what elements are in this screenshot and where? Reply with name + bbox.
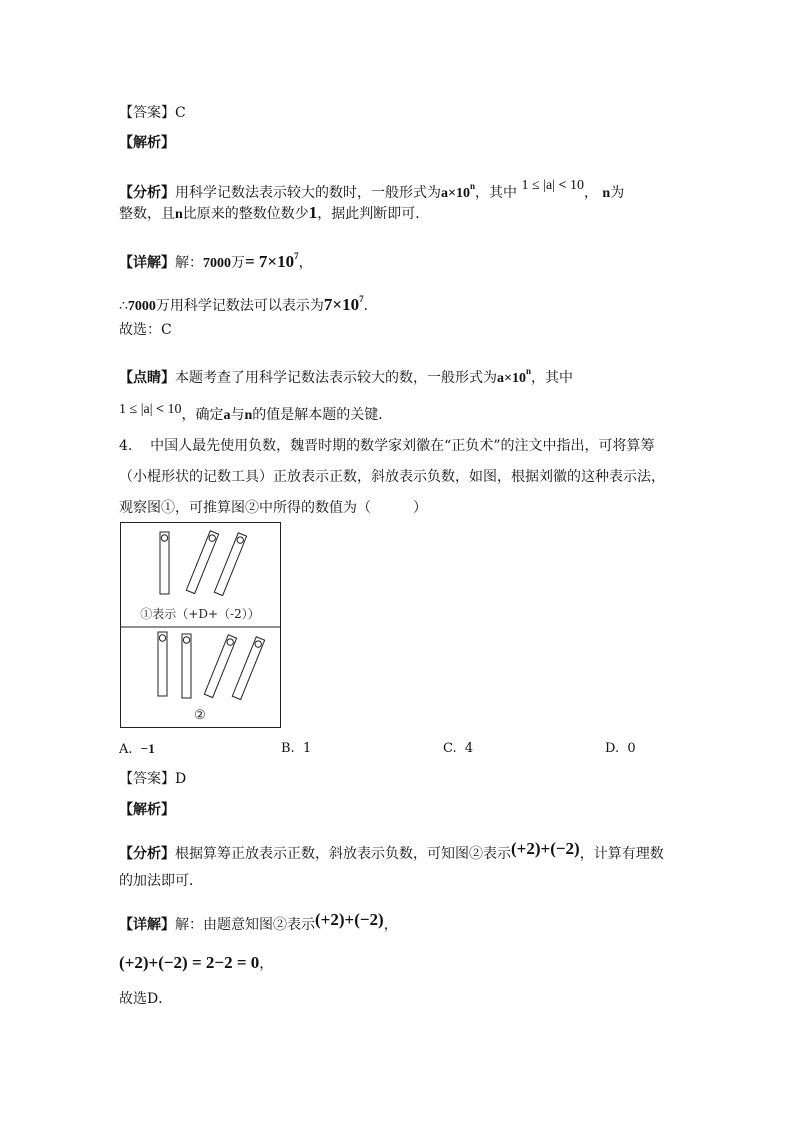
text: ，	[583, 185, 598, 201]
q3-fenxi-line2: 整数，且n比原来的整数位数少1，据此判断即可．	[119, 203, 430, 222]
option-b[interactable]: B. 1	[281, 741, 312, 756]
math-one: 1	[308, 203, 318, 222]
rod-upright	[182, 634, 191, 698]
text: ，其中	[475, 185, 517, 201]
option-d[interactable]: D. 0	[605, 741, 636, 756]
figure-caption-2: ②	[194, 708, 206, 723]
q3-dianjing-line2: 1 ≤ |a| < 10，确定a与n的值是解本题的关键．	[119, 402, 393, 423]
q4-answer: 【答案】D	[119, 771, 187, 787]
math-inequality: 1 ≤ |a| < 10	[521, 178, 584, 193]
rod-upright	[158, 632, 167, 696]
counting-rods-figure	[120, 522, 284, 730]
math-inequality: 1 ≤ |a| < 10	[119, 402, 182, 417]
math-form: $a\times 10^n$	[441, 181, 475, 201]
q4-analysis-heading: 【解析】	[119, 802, 175, 818]
q3-analysis-heading: 【解析】	[119, 135, 175, 151]
question-number: 4.	[119, 438, 133, 454]
figure-frame	[121, 523, 281, 728]
q4-xiangjie: 【详解】解：由题意知图②表示(+2)+(−2)，	[119, 910, 398, 933]
math-n: n	[175, 207, 183, 222]
option-c[interactable]: C. 4	[443, 741, 474, 756]
math-result: $7\times 10^7$	[323, 294, 364, 314]
rod-upright	[160, 532, 169, 594]
q4-choose: 故选D．	[119, 991, 173, 1007]
option-a[interactable]: A. −1	[119, 741, 155, 757]
q3-choose: 故选：C	[119, 322, 172, 338]
fenxi-tag: 【分析】	[119, 185, 175, 201]
q3-dianjing-line1: 【点睛】本题考查了用科学记数法表示较大的数，一般形式为$a\times 10^n$，其中	[119, 366, 573, 386]
q4-fenxi-line2: 的加法即可．	[119, 873, 203, 889]
q4-calculation: (+2)+(−2) = 2−2 = 0，	[119, 953, 274, 972]
math-form: $a\times 10^n$	[497, 366, 531, 386]
q3-xiangjie: 【详解】解：7000万= $7\times 10^7$，	[119, 251, 313, 271]
q4-stem-line1: 4. 中国人最先使用负数，魏晋时期的数学家刘徽在“正负术”的注文中指出，可将算筹	[119, 438, 655, 454]
q4-stem-line2: （小棍形状的记数工具）正放表示正数，斜放表示负数，如图，根据刘徽的这种表示法，	[119, 469, 665, 485]
q3-fenxi-line1	[119, 176, 624, 204]
figure-caption-1: ①表示（+D+（-2））	[140, 607, 260, 621]
q4-stem-line3: 观察图①，可推算图②中所得的数值为（ ）	[119, 500, 427, 516]
q3-therefore: ∴7000万用科学记数法可以表示为$7\times 10^7$．	[119, 294, 378, 314]
q3-answer: 【答案】C	[119, 105, 186, 121]
text: 为	[610, 185, 625, 201]
math-eq: = $7\times 10^7$	[245, 251, 299, 271]
math-n: n	[602, 186, 611, 201]
math-expression: (+2)+(−2)	[511, 839, 580, 858]
math-expression: (+2)+(−2)	[315, 910, 384, 929]
math-calc: (+2)+(−2) = 2−2 = 0	[119, 953, 260, 972]
text: 用科学记数法表示较大的数时，一般形式为	[175, 185, 441, 201]
q4-fenxi-line1: 【分析】根据算筹正放表示正数，斜放表示负数，可知图②表示(+2)+(−2)，计算有理数	[119, 839, 664, 862]
